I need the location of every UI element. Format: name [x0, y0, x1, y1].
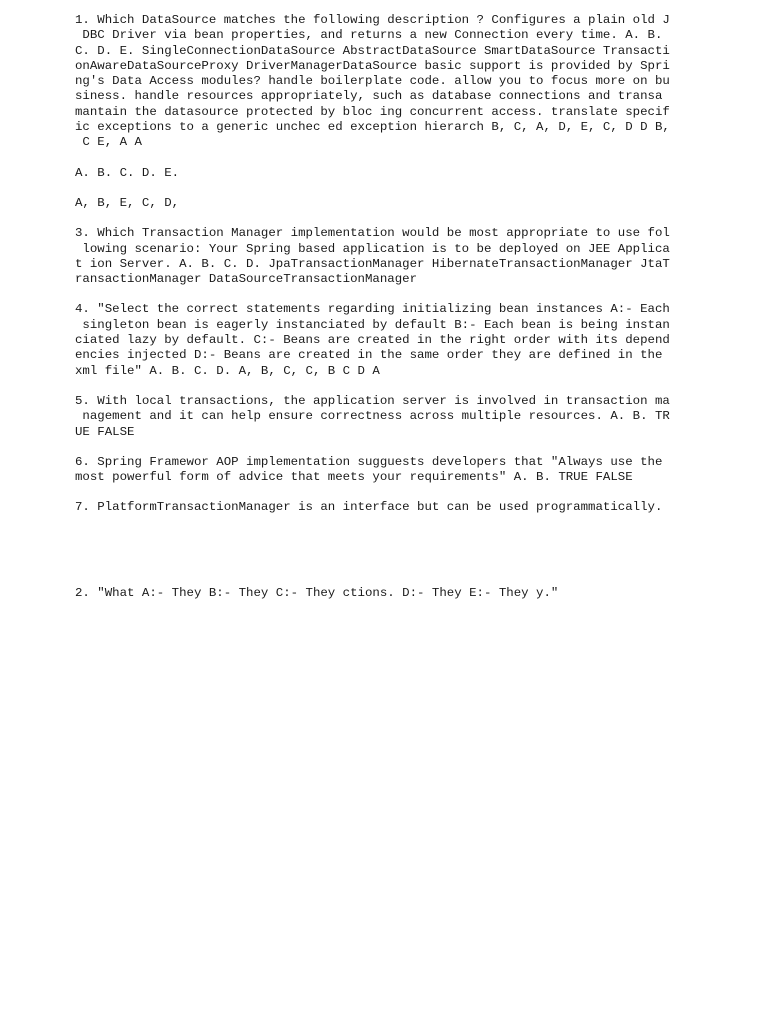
- text-line: 5. With local transactions, the application server is involved in transaction ma: [75, 393, 670, 408]
- text-line: encies injected D:- Beans are created in the same order they are defined in the: [75, 348, 663, 363]
- text-line: DBC Driver via bean properties, and returns a new Connection every time. A. B.: [75, 28, 663, 43]
- text-line: ransactionManager DataSourceTransactionManager: [75, 272, 418, 287]
- text-line: 3. Which Transaction Manager implementation would be most appropriate to use fol: [75, 226, 670, 241]
- question-3: [75, 226, 675, 287]
- text-line: ic exceptions to a generic unchec ed exception hierarch B, C, A, D, E, C, D D B,: [75, 120, 670, 135]
- question-1: [75, 13, 675, 151]
- text-line: C. D. E. SingleConnectionDataSource AbstractDataSource SmartDataSource Transacti: [75, 43, 670, 58]
- question-6: [75, 455, 675, 486]
- text-line: xml file" A. B. C. D. A, B, C, C, B C D A: [75, 363, 380, 378]
- text-line: ciated lazy by default. C:- Beans are created in the right order with its depend: [75, 333, 670, 348]
- text-line: 1. Which DataSource matches the following description ? Configures a plain old J: [75, 13, 670, 27]
- text-line: 6. Spring Framewor AOP implementation sugguests developers that "Always use the: [75, 454, 663, 469]
- text-line: 7. PlatformTransactionManager is an interface but can be used programmatically.: [75, 500, 663, 515]
- text-line: onAwareDataSourceProxy DriverManagerDataSource basic support is provided by Spri: [75, 58, 670, 73]
- answer-key-line: A, B, E, C, D,: [75, 195, 180, 210]
- question-2: [75, 586, 675, 601]
- question-7: [75, 500, 675, 515]
- text-line: 2. "What A:- They B:- They C:- They ctions. D:- They E:- They y.": [75, 585, 559, 600]
- text-line: nagement and it can help ensure correctness across multiple resources. A. B. TR: [75, 409, 670, 424]
- text-line: siness. handle resources appropriately, such as database connections and transa: [75, 89, 663, 104]
- question-4: [75, 302, 675, 378]
- text-line: C E, A A: [75, 135, 142, 150]
- document-page: [75, 13, 675, 601]
- question-5: [75, 394, 675, 440]
- text-line: most powerful form of advice that meets your requirements" A. B. TRUE FALSE: [75, 470, 633, 485]
- text-line: UE FALSE: [75, 424, 135, 439]
- answer-options-line: A. B. C. D. E.: [75, 165, 180, 180]
- text-line: 4. "Select the correct statements regarding initializing bean instances A:- Each: [75, 302, 670, 317]
- text-line: ng's Data Access modules? handle boilerplate code. allow you to focus more on bu: [75, 74, 670, 89]
- text-line: t ion Server. A. B. C. D. JpaTransactionManager HibernateTransactionManager JtaT: [75, 256, 670, 271]
- text-line: lowing scenario: Your Spring based application is to be deployed on JEE Applica: [75, 241, 670, 256]
- text-line: mantain the datasource protected by bloc ing concurrent access. translate specif: [75, 104, 670, 119]
- text-line: singleton bean is eagerly instanciated by default B:- Each bean is being instan: [75, 317, 670, 332]
